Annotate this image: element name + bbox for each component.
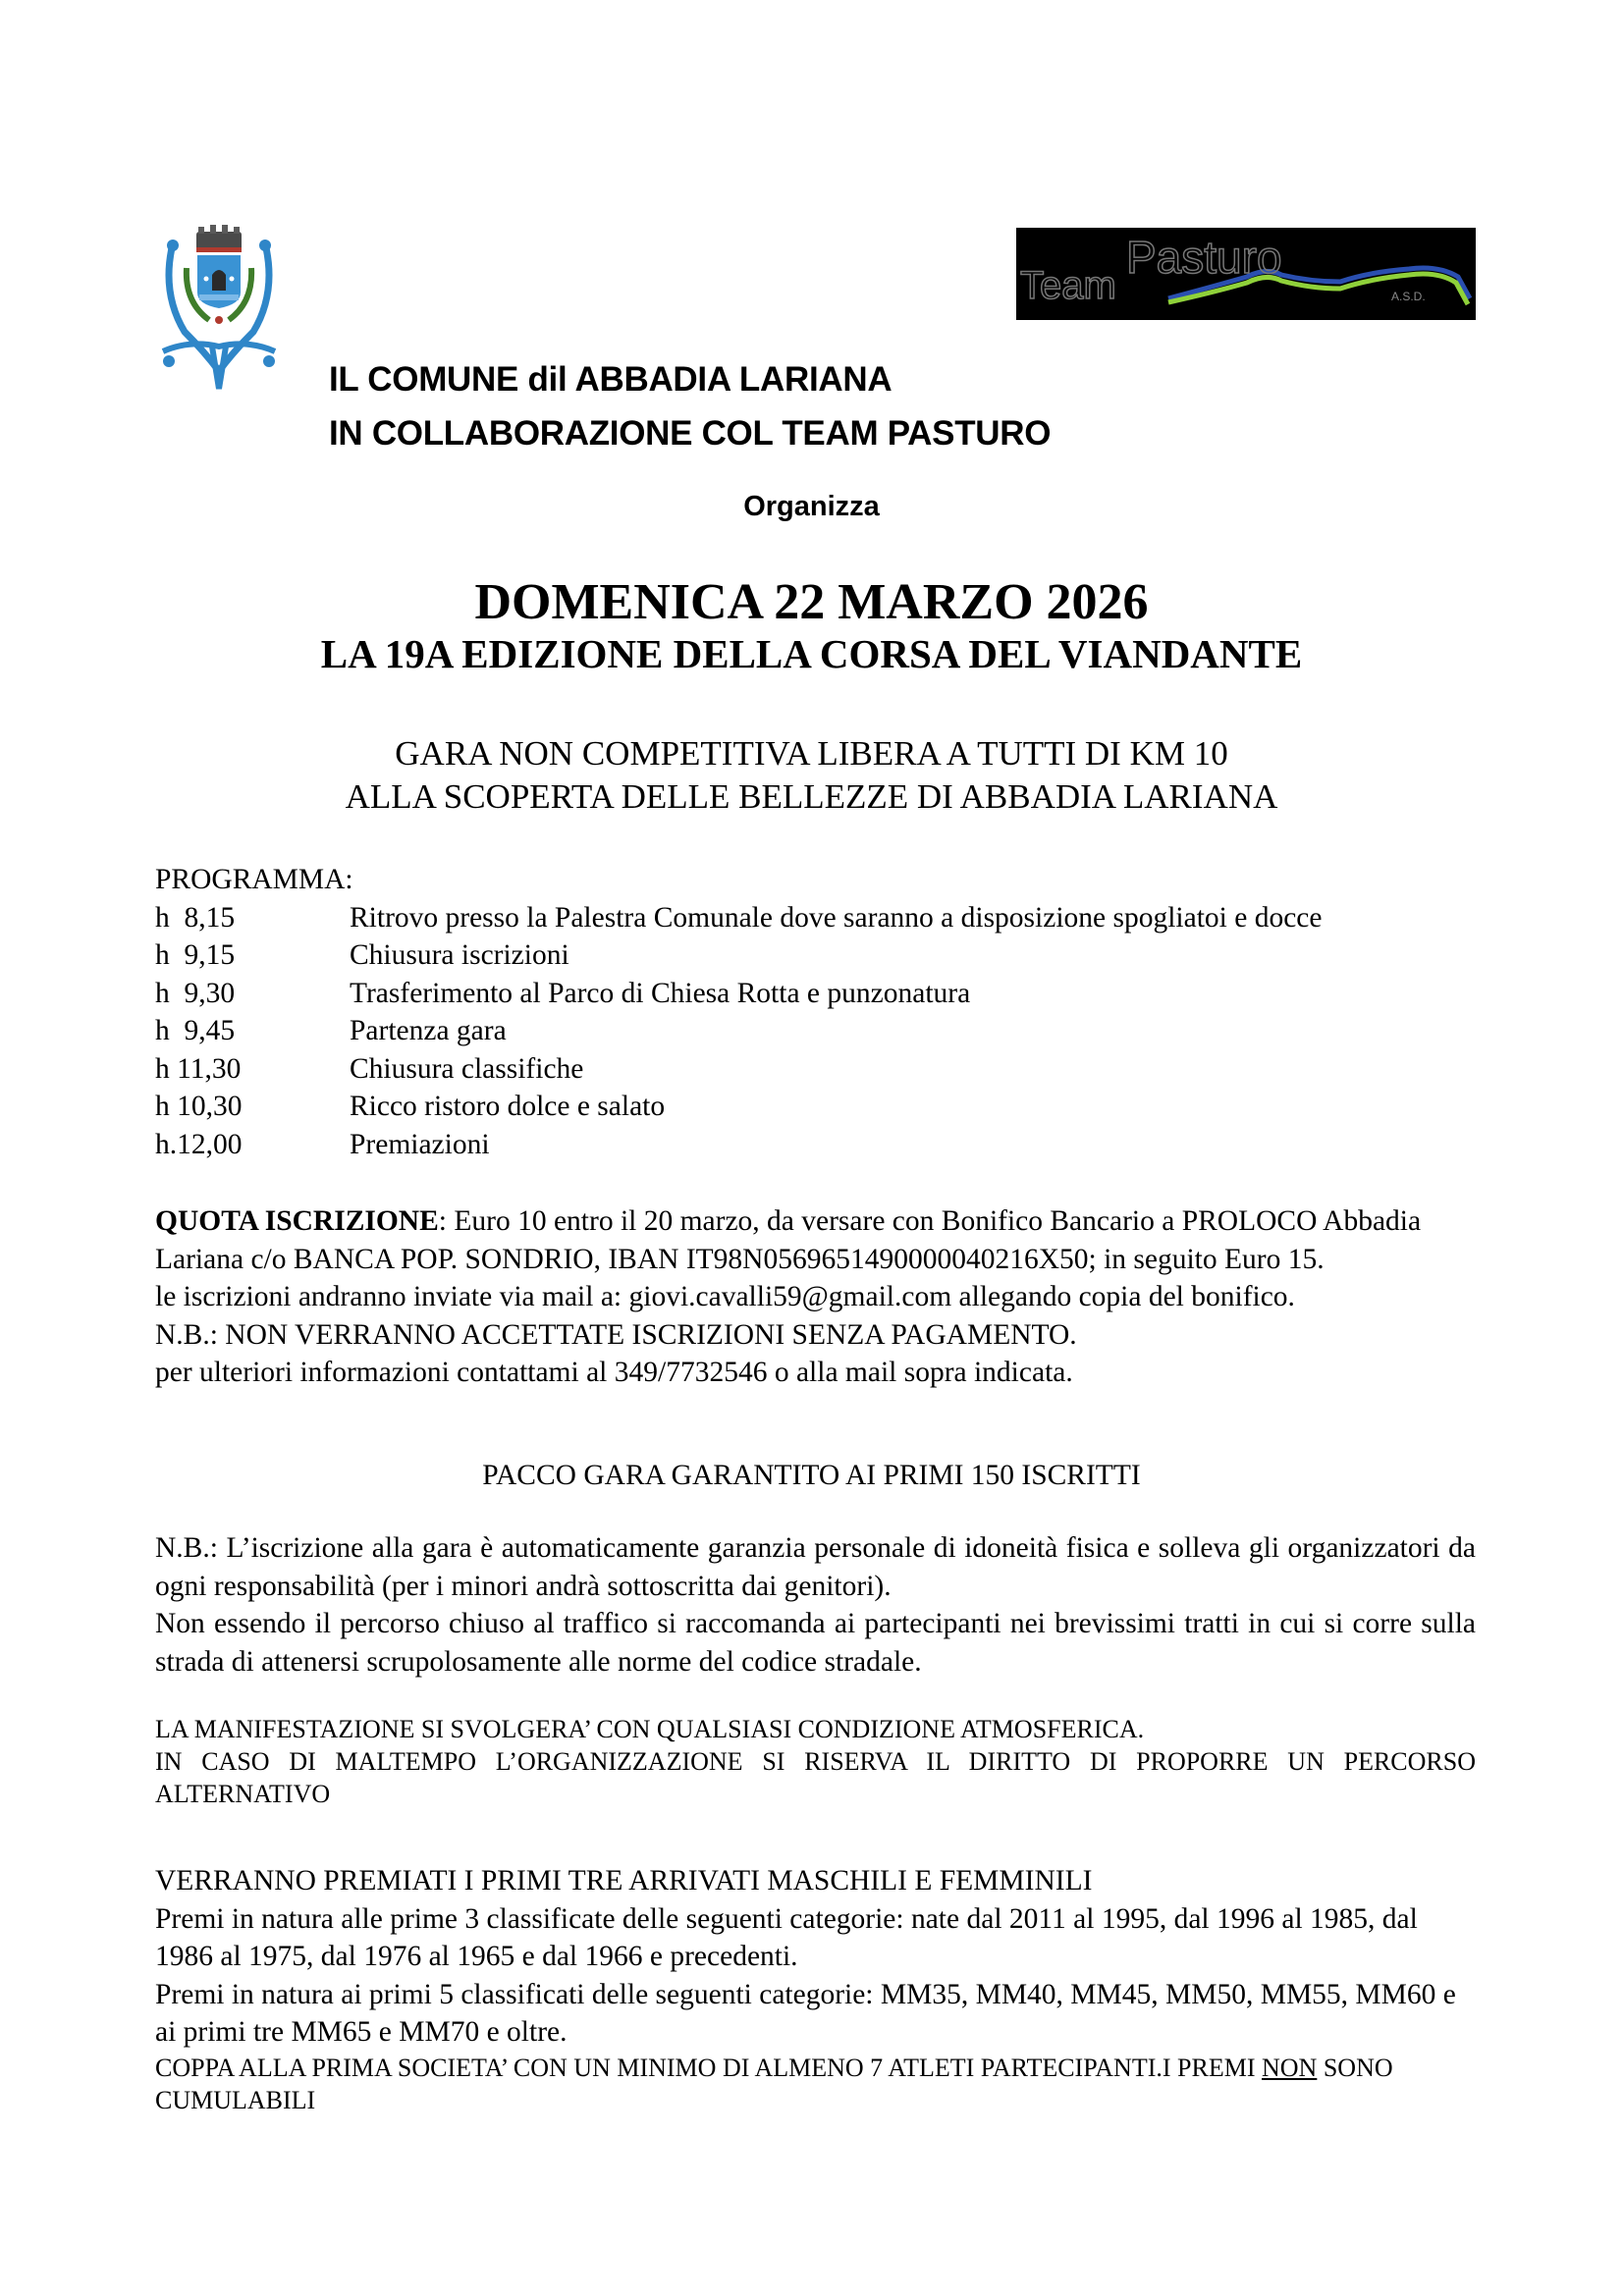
cup-text: COPPA ALLA PRIMA SOCIETA’ CON UN MINIMO DI ALMENO 7 ATLETI PARTECIPANTI.I PREMI bbox=[155, 2053, 1262, 2082]
program-item bbox=[155, 1050, 1490, 1089]
program-activity: Ritrovo presso la Palestra Comunale dove saranno a disposizione spogliatoi e docce bbox=[350, 901, 1323, 934]
program-item bbox=[155, 936, 1490, 975]
organizer-line-1: IL COMUNE dil ABBADIA LARIANA bbox=[329, 360, 893, 399]
registration-fee-section bbox=[155, 1202, 1476, 1392]
disclaimer-traffic: Non essendo il percorso chiuso al traffico si raccomanda ai partecipanti nei brevissimi tratti in cui si corre sulla strada di attenersi scrupolosamente alle norme del codice stradale. bbox=[155, 1608, 1476, 1678]
mail-instructions bbox=[155, 1278, 1476, 1316]
prizes-section bbox=[155, 1862, 1476, 2116]
fee-text: : Euro 10 entro il 20 marzo, da versare con Bonifico Bancario a PROLOCO Abbadia Lariana c/o BANCA POP. SONDRIO, IBAN IT98N0569651490000040216X50; in seguito Euro 15. bbox=[155, 1205, 1422, 1275]
weather-section bbox=[155, 1713, 1476, 1810]
fee-paragraph bbox=[155, 1202, 1476, 1278]
program-activity: Chiusura iscrizioni bbox=[350, 939, 569, 971]
program-time: h 8,15 bbox=[155, 901, 236, 934]
weather-any-condition: LA MANIFESTAZIONE SI SVOLGERA’ CON QUALSIASI CONDIZIONE ATMOSFERICA. bbox=[155, 1715, 1145, 1743]
race-pack-notice: PACCO GARA GARANTITO AI PRIMI 150 ISCRITTI bbox=[482, 1460, 1141, 1491]
program-activity: Ricco ristoro dolce e salato bbox=[350, 1091, 666, 1122]
contact-info bbox=[155, 1354, 1476, 1392]
program-time: h 9,15 bbox=[155, 939, 236, 971]
contact-suffix: o alla mail sopra indicata. bbox=[767, 1357, 1073, 1388]
program-time: h.12,00 bbox=[155, 1128, 243, 1160]
team-logo-suffix: A.S.D. bbox=[1391, 290, 1426, 303]
prizes-men: Premi in natura ai primi 5 classificati delle seguenti categorie: MM35, MM40, MM45, MM50, MM55, MM60 e ai primi tre MM65 e MM70 e oltre. bbox=[155, 1978, 1456, 2048]
program-activity: Premiazioni bbox=[350, 1128, 490, 1160]
team-logo-word2: Pasturo bbox=[1126, 232, 1282, 283]
program-time: h 10,30 bbox=[155, 1091, 243, 1122]
subtitle-race-type: GARA NON COMPETITIVA LIBERA A TUTTI DI KM 10 bbox=[395, 734, 1228, 773]
program-item bbox=[155, 975, 1490, 1013]
team-logo-word1: Team bbox=[1020, 264, 1116, 307]
contact-email-link[interactable]: giovi.cavalli59@gmail.com bbox=[628, 1281, 952, 1312]
contact-phone: 349/7732546 bbox=[614, 1357, 768, 1388]
program-item bbox=[155, 1012, 1490, 1050]
cup-underlined-word: NON bbox=[1262, 2053, 1318, 2082]
program-item bbox=[155, 1126, 1490, 1164]
mail-suffix: allegando copia del bonifico. bbox=[951, 1281, 1295, 1312]
prizes-heading: VERRANNO PREMIATI I PRIMI TRE ARRIVATI MASCHILI E FEMMINILI bbox=[155, 1865, 1093, 1896]
team-pasturo-logo bbox=[1016, 228, 1476, 320]
program-time: h 11,30 bbox=[155, 1052, 242, 1085]
program-activity: Chiusura classifiche bbox=[350, 1052, 584, 1085]
prizes-team-cup bbox=[155, 2052, 1476, 2116]
comune-crest-icon bbox=[155, 224, 283, 391]
program-list bbox=[155, 899, 1490, 1164]
event-date-title: DOMENICA 22 MARZO 2026 bbox=[474, 574, 1149, 630]
program-time: h 9,45 bbox=[155, 1015, 236, 1046]
program-activity: Trasferimento al Parco di Chiesa Rotta e punzonatura bbox=[350, 977, 971, 1009]
subtitle-discovery: ALLA SCOPERTA DELLE BELLEZZE DI ABBADIA LARIANA bbox=[345, 777, 1278, 816]
program-item bbox=[155, 899, 1490, 937]
disclaimer-fitness: N.B.: L’iscrizione alla gara è automaticamente garanzia personale di idoneità fisica e solleva gli organizzatori da ogni responsabilità (per i minori andrà sottoscritta dai genitori). bbox=[155, 1532, 1476, 1602]
program-section bbox=[155, 861, 1490, 1163]
program-activity: Partenza gara bbox=[350, 1015, 507, 1046]
payment-required-note: N.B.: NON VERRANNO ACCETTATE ISCRIZIONI SENZA PAGAMENTO. bbox=[155, 1318, 1077, 1351]
contact-prefix: per ulteriori informazioni contattami al bbox=[155, 1357, 615, 1388]
prizes-women: Premi in natura alle prime 3 classificate delle seguenti categorie: nate dal 2011 al 1995, dal 1996 al 1985, dal 1986 al 1975, dal 1976 al 1965 e dal 1966 e precedenti. bbox=[155, 1902, 1418, 1972]
edition-title: LA 19A EDIZIONE DELLA CORSA DEL VIANDANTE bbox=[320, 631, 1303, 676]
weather-alternative-route: IN CASO DI MALTEMPO L’ORGANIZZAZIONE SI RISERVA IL DIRITTO DI PROPORRE UN PERCORSO ALTERNATIVO bbox=[155, 1747, 1476, 1808]
fee-label: QUOTA ISCRIZIONE bbox=[155, 1205, 439, 1237]
mail-prefix: le iscrizioni andranno inviate via mail a: bbox=[155, 1281, 629, 1312]
program-time: h 9,30 bbox=[155, 977, 236, 1009]
program-item bbox=[155, 1088, 1490, 1126]
disclaimer-section bbox=[155, 1529, 1476, 1681]
organizer-line-2: IN COLLABORAZIONE COL TEAM PASTURO bbox=[329, 414, 1052, 453]
program-heading: PROGRAMMA: bbox=[155, 864, 353, 895]
cup-text-end: SONO CUMULABILI bbox=[155, 2053, 1393, 2114]
organizza-label: Organizza bbox=[743, 491, 880, 522]
